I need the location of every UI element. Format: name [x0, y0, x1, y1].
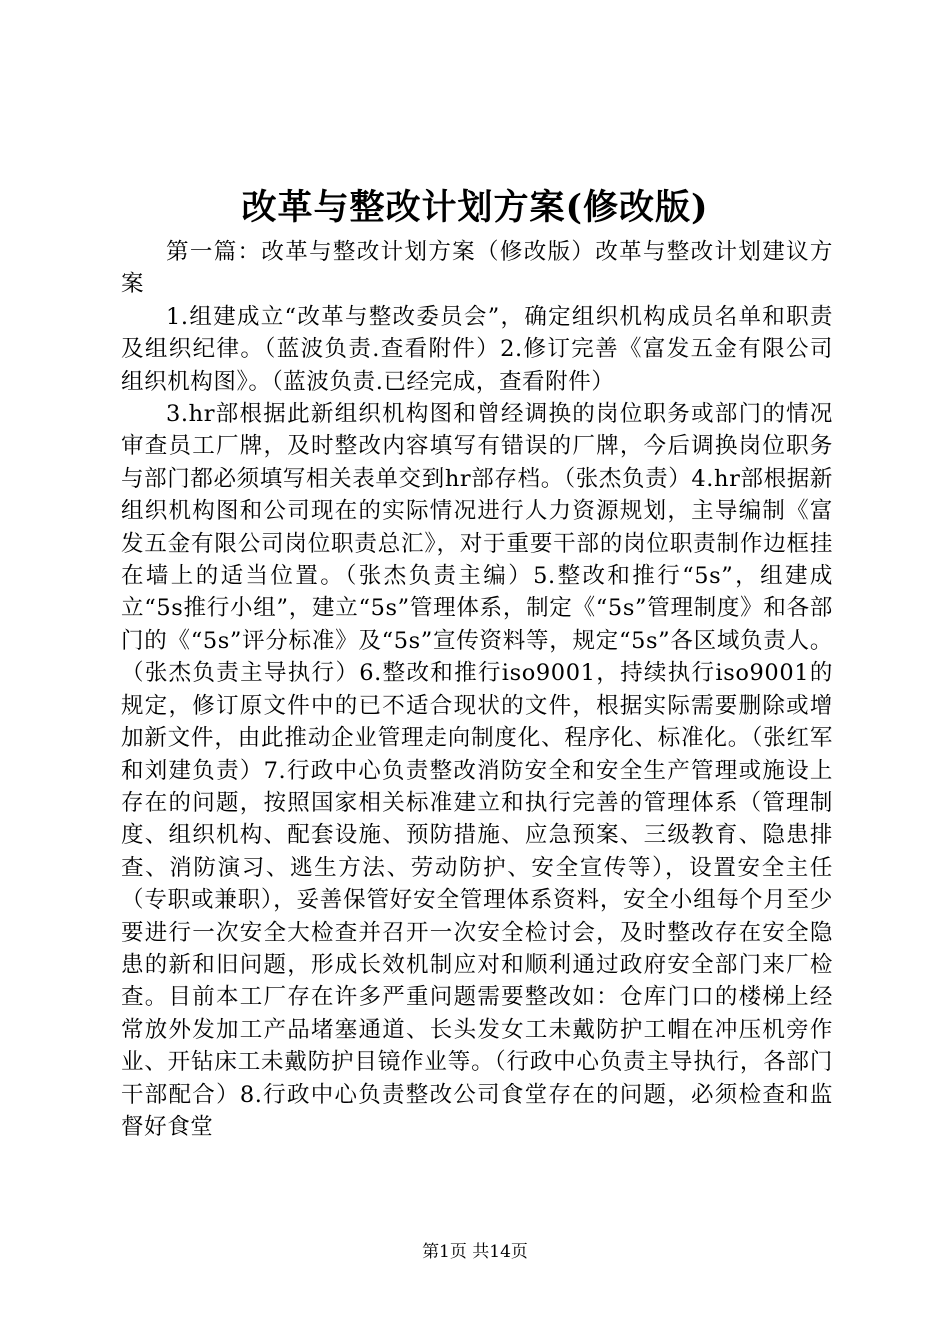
page-footer: 第1页 共14页 — [422, 1242, 528, 1262]
paragraph-intro: 第一篇：改革与整改计划方案（修改版）改革与整改计划建议方案 — [121, 239, 833, 298]
paragraph-item-3-8: 3.hr部根据此新组织机构图和曾经调换的岗位职务或部门的情况审查员工厂牌，及时整改内容填写有错误的厂牌，今后调换岗位职务与部门都必须填写相关表单交到hr部存档。（张杰负责）4.hr部根据新组织机构图和公司现在的实际情况进行人力资源规划，主导编制《富发五金有限公司岗位职责总汇》，对于重要干部的岗位职责制作边框挂在墙上的适当位置。（张杰负责主编）5.整改和推行“5s”，组建成立“5s推行小组”，建立“5s”管理体系，制定《“5s”管理制度》和各部门的《“5s”评分标准》及“5s”宣传资料等，规定“5s”各区域负责人。（张杰负责主导执行）6.整改和推行iso9001，持续执行iso9001的规定，修订原文件中的已不适合现状的文件，根据实际需要删除或增加新文件，由此推动企业管理走向制度化、程序化、标准化。（张红军和刘建负责）7.行政中心负责整改消防安全和安全生产管理或施设上存在的问题，按照国家相关标准建立和执行完善的管理体系（管理制度、组织机构、配套设施、预防措施、应急预案、三级教育、隐患排查、消防演习、逃生方法、劳动防护、安全宣传等），设置安全主任（专职或兼职），妥善保管好安全管理体系资料，安全小组每个月至少要进行一次安全大检查并召开一次安全检讨会，及时整改存在安全隐患的新和旧问题，形成长效机制应对和顺利通过政府安全部门来厂检查。目前本工厂存在许多严重问题需要整改如：仓库门口的楼梯上经常放外发加工产品堵塞通道、长头发女工未戴防护工帽在冲压机旁作业、开钻床工未戴防护目镜作业等。（行政中心负责主导执行，各部门干部配合）8.行政中心负责整改公司食堂存在的问题，必须检查和监督好食堂 — [121, 401, 833, 1140]
document-title: 改革与整改计划方案(修改版) — [241, 187, 709, 228]
paragraph-item-1-2: 1.组建成立“改革与整改委员会”，确定组织机构成员名单和职责及组织纪律。（蓝波负责.查看附件）2.修订完善《富发五金有限公司组织机构图》。（蓝波负责.已经完成，查看附件） — [121, 303, 833, 395]
document-body — [121, 236, 833, 1143]
